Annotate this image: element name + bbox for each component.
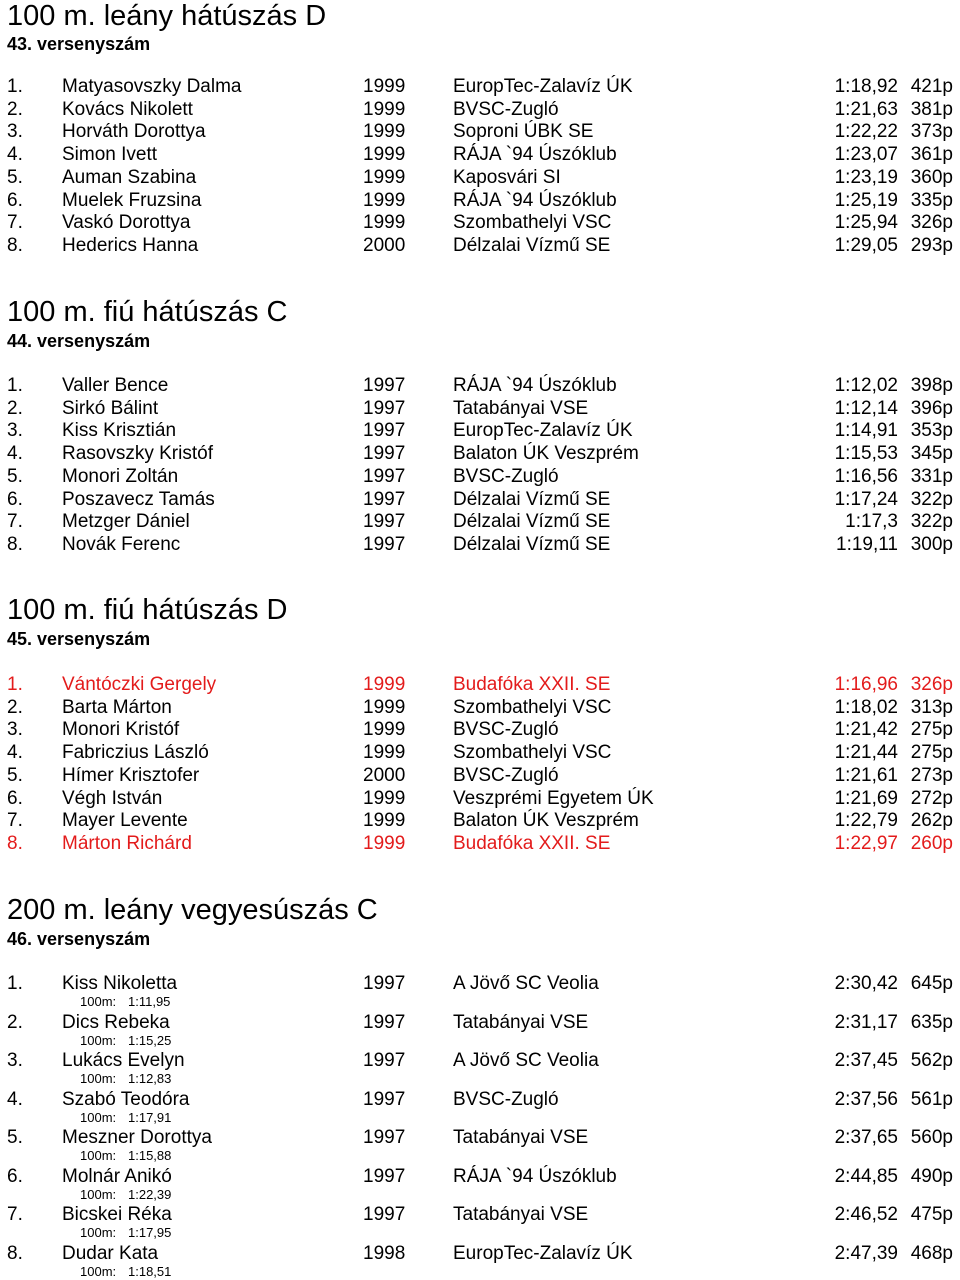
split-value: 1:15,25: [128, 1033, 172, 1048]
result-points: 381p: [910, 99, 953, 120]
result-time: 1:17,24: [834, 489, 898, 510]
swimmer-name: Horváth Dorottya: [62, 121, 206, 142]
result-row: [0, 1050, 960, 1072]
result-time: 1:25,94: [834, 212, 898, 233]
result-time: 1:19,11: [836, 534, 898, 555]
result-points: 275p: [910, 719, 953, 740]
result-time: 1:21,44: [834, 742, 898, 763]
result-time: 1:21,69: [834, 788, 898, 809]
result-rank: 6.: [7, 190, 23, 211]
birth-year: 1999: [363, 167, 406, 188]
result-rank: 4.: [7, 1089, 23, 1110]
section-title: 100 m. fiú hátúszás D: [7, 594, 288, 626]
result-time: 1:21,61: [834, 765, 898, 786]
split-value: 1:18,51: [128, 1264, 172, 1279]
birth-year: 1999: [363, 742, 406, 763]
club-name: Délzalai Vízmű SE: [453, 534, 611, 555]
result-points: 345p: [910, 443, 953, 464]
club-name: Veszprémi Egyetem ÚK: [453, 788, 654, 809]
result-row: [0, 76, 960, 98]
club-name: BVSC-Zugló: [453, 719, 559, 740]
result-time: 2:30,42: [834, 973, 898, 994]
result-row: [0, 511, 960, 533]
result-row: [0, 144, 960, 166]
birth-year: 1997: [363, 375, 406, 396]
club-name: RÁJA `94 Úszóklub: [453, 144, 617, 165]
result-points: 260p: [910, 833, 953, 854]
result-row: [0, 1204, 960, 1226]
club-name: EuropTec-Zalavíz ÚK: [453, 76, 633, 97]
swimmer-name: Dudar Kata: [62, 1243, 159, 1264]
section-title: 100 m. leány hátúszás D: [7, 0, 327, 32]
result-rank: 1.: [7, 973, 23, 994]
club-name: BVSC-Zugló: [453, 1089, 559, 1110]
result-rank: 5.: [7, 167, 23, 188]
split-value: 1:15,88: [128, 1148, 172, 1163]
result-points: 322p: [910, 511, 953, 532]
result-time: 1:18,02: [834, 697, 898, 718]
result-row: [0, 1243, 960, 1265]
swimmer-name: Mayer Levente: [62, 810, 188, 831]
result-time: 2:37,45: [834, 1050, 898, 1071]
result-points: 560p: [910, 1127, 953, 1148]
birth-year: 1997: [363, 1050, 406, 1071]
birth-year: 1997: [363, 534, 406, 555]
birth-year: 1997: [363, 443, 406, 464]
result-points: 272p: [910, 788, 953, 809]
split-value: 1:11,95: [128, 994, 171, 1009]
result-rank: 4.: [7, 443, 23, 464]
result-time: 1:21,63: [834, 99, 898, 120]
club-name: EuropTec-Zalavíz ÚK: [453, 1243, 633, 1264]
result-time: 1:22,22: [834, 121, 898, 142]
club-name: Szombathelyi VSC: [453, 697, 612, 718]
swimmer-name: Monori Zoltán: [62, 466, 179, 487]
result-rank: 3.: [7, 420, 23, 441]
result-rank: 2.: [7, 398, 23, 419]
result-rank: 7.: [7, 212, 23, 233]
birth-year: 1997: [363, 466, 406, 487]
swimmer-name: Poszavecz Tamás: [62, 489, 215, 510]
swimmer-name: Hímer Krisztofer: [62, 765, 200, 786]
result-rank: 6.: [7, 788, 23, 809]
result-row: [0, 398, 960, 420]
result-row: [0, 833, 960, 855]
birth-year: 1997: [363, 1012, 406, 1033]
swimmer-name: Simon Ivett: [62, 144, 158, 165]
result-rank: 8.: [7, 833, 23, 854]
result-points: 360p: [910, 167, 953, 188]
result-time: 1:22,97: [834, 833, 898, 854]
result-time: 2:44,85: [834, 1166, 898, 1187]
result-points: 645p: [910, 973, 953, 994]
result-rank: 4.: [7, 144, 23, 165]
result-time: 1:16,56: [834, 466, 898, 487]
split-label: 100m:: [80, 1033, 117, 1048]
swimmer-name: Kovács Nikolett: [62, 99, 193, 120]
result-row: [0, 121, 960, 143]
result-time: 2:37,56: [834, 1089, 898, 1110]
swimmer-name: Sirkó Bálint: [62, 398, 159, 419]
birth-year: 1997: [363, 1089, 406, 1110]
club-name: Tatabányai VSE: [453, 398, 589, 419]
result-row: [0, 489, 960, 511]
result-rank: 2.: [7, 697, 23, 718]
result-row: [0, 212, 960, 234]
result-rank: 6.: [7, 1166, 23, 1187]
result-row: [0, 235, 960, 257]
club-name: Délzalai Vízmű SE: [453, 235, 611, 256]
result-row: [0, 190, 960, 212]
club-name: Balaton ÚK Veszprém: [453, 443, 639, 464]
result-points: 635p: [910, 1012, 953, 1033]
club-name: BVSC-Zugló: [453, 466, 559, 487]
birth-year: 1997: [363, 1166, 406, 1187]
club-name: Szombathelyi VSC: [453, 742, 612, 763]
result-points: 353p: [910, 420, 953, 441]
result-time: 1:29,05: [834, 235, 898, 256]
birth-year: 1999: [363, 674, 406, 695]
event-number: 46. versenyszám: [7, 929, 151, 949]
result-rank: 7.: [7, 511, 23, 532]
club-name: Délzalai Vízmű SE: [453, 511, 611, 532]
club-name: Tatabányai VSE: [453, 1127, 589, 1148]
split-label: 100m:: [80, 1187, 117, 1202]
result-time: 1:17,3: [845, 511, 898, 532]
swimmer-name: Bicskei Réka: [62, 1204, 172, 1225]
result-points: 490p: [910, 1166, 953, 1187]
result-points: 361p: [910, 144, 953, 165]
birth-year: 1999: [363, 190, 406, 211]
result-points: 262p: [910, 810, 953, 831]
result-row: [0, 719, 960, 741]
swimmer-name: Rasovszky Kristóf: [62, 443, 213, 464]
result-points: 398p: [910, 375, 953, 396]
result-points: 562p: [910, 1050, 953, 1071]
birth-year: 1999: [363, 121, 406, 142]
result-points: 396p: [910, 398, 953, 419]
result-points: 475p: [910, 1204, 953, 1225]
split-value: 1:12,83: [128, 1071, 172, 1086]
result-time: 1:23,19: [834, 167, 898, 188]
result-points: 326p: [910, 212, 953, 233]
birth-year: 1999: [363, 810, 406, 831]
result-row: [0, 697, 960, 719]
birth-year: 1999: [363, 719, 406, 740]
result-row: [0, 375, 960, 397]
birth-year: 1997: [363, 489, 406, 510]
split-value: 1:17,91: [128, 1110, 172, 1125]
result-row: [0, 466, 960, 488]
result-row: [0, 167, 960, 189]
result-rank: 5.: [7, 765, 23, 786]
split-label: 100m:: [80, 1071, 117, 1086]
result-time: 1:16,96: [834, 674, 898, 695]
result-rank: 6.: [7, 489, 23, 510]
swimmer-name: Monori Kristóf: [62, 719, 180, 740]
swimmer-name: Márton Richárd: [62, 833, 192, 854]
result-points: 331p: [910, 466, 953, 487]
split-label: 100m:: [80, 994, 117, 1009]
result-rank: 3.: [7, 1050, 23, 1071]
result-points: 326p: [910, 674, 953, 695]
club-name: RÁJA `94 Úszóklub: [453, 190, 617, 211]
result-points: 561p: [910, 1089, 953, 1110]
result-row: [0, 674, 960, 696]
result-points: 313p: [910, 697, 953, 718]
result-time: 1:12,14: [834, 398, 898, 419]
result-points: 468p: [910, 1243, 953, 1264]
birth-year: 2000: [363, 765, 406, 786]
result-rank: 2.: [7, 1012, 23, 1033]
club-name: RÁJA `94 Úszóklub: [453, 375, 617, 396]
result-time: 1:21,42: [834, 719, 898, 740]
swimmer-name: Szabó Teodóra: [62, 1089, 190, 1110]
club-name: Budafóka XXII. SE: [453, 674, 611, 695]
swimmer-name: Molnár Anikó: [62, 1166, 172, 1187]
result-rank: 8.: [7, 1243, 23, 1264]
swimmer-name: Dics Rebeka: [62, 1012, 170, 1033]
birth-year: 2000: [363, 235, 406, 256]
swimmer-name: Kiss Nikoletta: [62, 973, 178, 994]
club-name: A Jövő SC Veolia: [453, 1050, 599, 1071]
club-name: A Jövő SC Veolia: [453, 973, 599, 994]
result-points: 322p: [910, 489, 953, 510]
result-row: [0, 443, 960, 465]
birth-year: 1999: [363, 212, 406, 233]
result-time: 2:31,17: [834, 1012, 898, 1033]
swimmer-name: Auman Szabina: [62, 167, 197, 188]
swimmer-name: Vaskó Dorottya: [62, 212, 191, 233]
club-name: BVSC-Zugló: [453, 765, 559, 786]
split-value: 1:22,39: [128, 1187, 172, 1202]
split-label: 100m:: [80, 1148, 117, 1163]
club-name: Délzalai Vízmű SE: [453, 489, 611, 510]
result-row: [0, 765, 960, 787]
result-row: [0, 1089, 960, 1111]
result-row: [0, 1012, 960, 1034]
swimmer-name: Metzger Dániel: [62, 511, 190, 532]
birth-year: 1999: [363, 144, 406, 165]
section-title: 200 m. leány vegyesúszás C: [7, 894, 378, 926]
birth-year: 1999: [363, 99, 406, 120]
result-time: 1:22,79: [834, 810, 898, 831]
split-label: 100m:: [80, 1225, 117, 1240]
result-points: 293p: [910, 235, 953, 256]
result-rank: 3.: [7, 719, 23, 740]
club-name: Tatabányai VSE: [453, 1012, 589, 1033]
result-rank: 1.: [7, 375, 23, 396]
birth-year: 1997: [363, 973, 406, 994]
result-points: 335p: [910, 190, 953, 211]
result-time: 1:18,92: [834, 76, 898, 97]
event-number: 44. versenyszám: [7, 331, 151, 351]
birth-year: 1999: [363, 697, 406, 718]
result-points: 373p: [910, 121, 953, 142]
result-time: 2:46,52: [834, 1204, 898, 1225]
result-rank: 5.: [7, 466, 23, 487]
result-rank: 7.: [7, 1204, 23, 1225]
result-rank: 5.: [7, 1127, 23, 1148]
swimmer-name: Matyasovszky Dalma: [62, 76, 242, 97]
event-number: 45. versenyszám: [7, 629, 151, 649]
split-label: 100m:: [80, 1264, 117, 1279]
result-row: [0, 534, 960, 556]
swimmer-name: Végh István: [62, 788, 163, 809]
result-rank: 2.: [7, 99, 23, 120]
swimmer-name: Kiss Krisztián: [62, 420, 177, 441]
result-rank: 1.: [7, 76, 23, 97]
result-points: 275p: [910, 742, 953, 763]
result-row: [0, 810, 960, 832]
swimmer-name: Muelek Fruzsina: [62, 190, 202, 211]
birth-year: 1997: [363, 1127, 406, 1148]
result-rank: 1.: [7, 674, 23, 695]
swimmer-name: Valler Bence: [62, 375, 169, 396]
result-row: [0, 420, 960, 442]
section-title: 100 m. fiú hátúszás C: [7, 296, 288, 328]
result-time: 1:25,19: [834, 190, 898, 211]
split-value: 1:17,95: [128, 1225, 172, 1240]
swimmer-name: Fabriczius László: [62, 742, 209, 763]
club-name: EuropTec-Zalavíz ÚK: [453, 420, 633, 441]
swimmer-name: Barta Márton: [62, 697, 172, 718]
result-points: 421p: [910, 76, 953, 97]
result-row: [0, 973, 960, 995]
club-name: Balaton ÚK Veszprém: [453, 810, 639, 831]
swimmer-name: Hederics Hanna: [62, 235, 199, 256]
result-time: 1:12,02: [834, 375, 898, 396]
club-name: Soproni ÚBK SE: [453, 121, 594, 142]
swimmer-name: Meszner Dorottya: [62, 1127, 212, 1148]
club-name: Tatabányai VSE: [453, 1204, 589, 1225]
result-points: 273p: [910, 765, 953, 786]
result-time: 1:23,07: [834, 144, 898, 165]
birth-year: 1997: [363, 398, 406, 419]
result-row: [0, 99, 960, 121]
result-rank: 4.: [7, 742, 23, 763]
result-row: [0, 788, 960, 810]
birth-year: 1997: [363, 420, 406, 441]
birth-year: 1999: [363, 833, 406, 854]
result-row: [0, 742, 960, 764]
result-rank: 3.: [7, 121, 23, 142]
club-name: BVSC-Zugló: [453, 99, 559, 120]
result-rank: 7.: [7, 810, 23, 831]
result-time: 2:47,39: [834, 1243, 898, 1264]
split-label: 100m:: [80, 1110, 117, 1125]
birth-year: 1999: [363, 788, 406, 809]
swimmer-name: Lukács Evelyn: [62, 1050, 185, 1071]
birth-year: 1999: [363, 76, 406, 97]
club-name: Kaposvári SI: [453, 167, 561, 188]
swimmer-name: Vántóczki Gergely: [62, 674, 217, 695]
birth-year: 1997: [363, 511, 406, 532]
birth-year: 1997: [363, 1204, 406, 1225]
birth-year: 1998: [363, 1243, 406, 1264]
swimmer-name: Novák Ferenc: [62, 534, 181, 555]
result-rank: 8.: [7, 534, 23, 555]
result-row: [0, 1127, 960, 1149]
result-time: 1:14,91: [834, 420, 898, 441]
club-name: RÁJA `94 Úszóklub: [453, 1166, 617, 1187]
result-points: 300p: [910, 534, 953, 555]
result-time: 2:37,65: [834, 1127, 898, 1148]
club-name: Szombathelyi VSC: [453, 212, 612, 233]
result-rank: 8.: [7, 235, 23, 256]
result-time: 1:15,53: [834, 443, 898, 464]
event-number: 43. versenyszám: [7, 34, 151, 54]
club-name: Budafóka XXII. SE: [453, 833, 611, 854]
result-row: [0, 1166, 960, 1188]
